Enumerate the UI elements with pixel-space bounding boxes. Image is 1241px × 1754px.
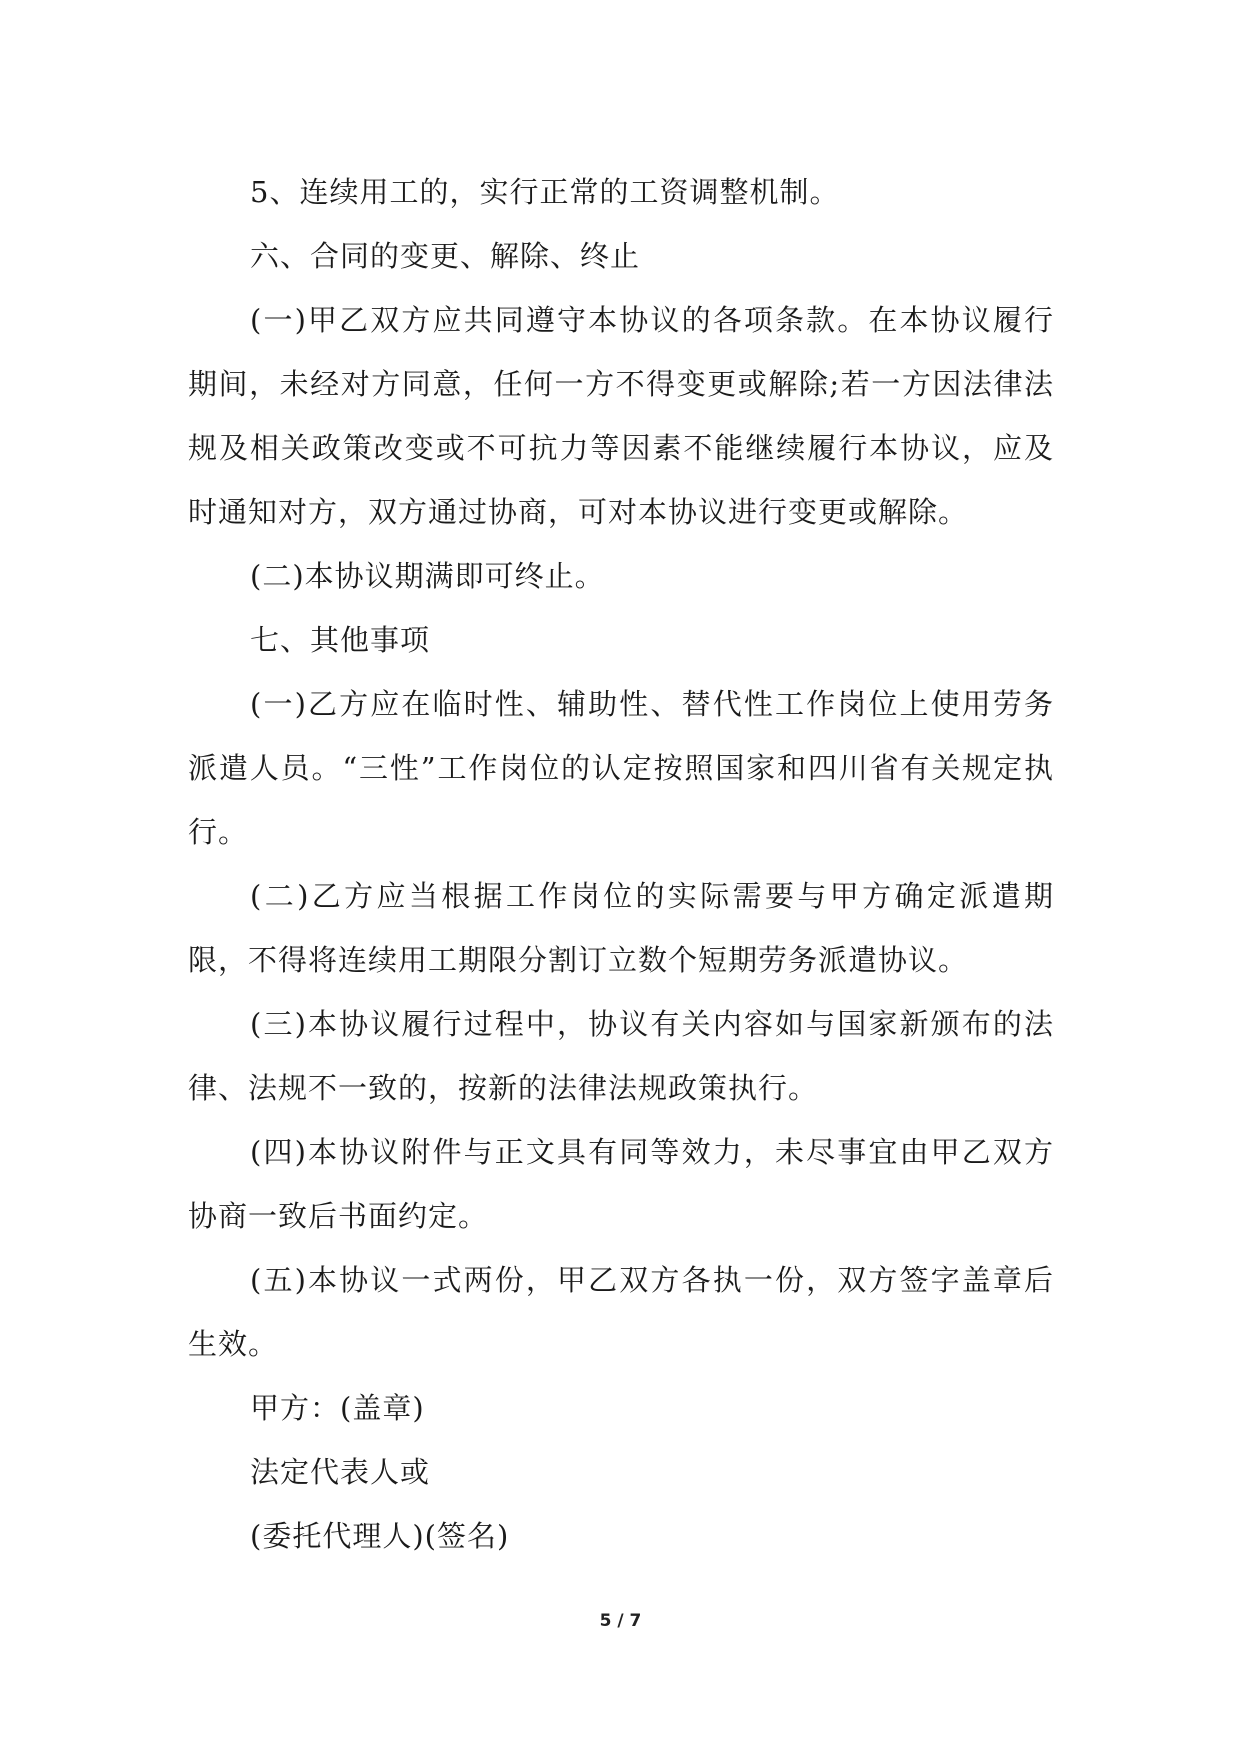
heading-other-matters: 七、其他事项 [250, 623, 431, 657]
authorized-agent-signature-line: (委托代理人)(签名) [250, 1519, 510, 1553]
legal-representative-line: 法定代表人或 [250, 1455, 431, 1489]
paragraph-clause-6-2: (二)本协议期满即可终止。 [250, 559, 605, 593]
party-a-seal-line: 甲方：(盖章) [250, 1391, 425, 1425]
document-body [188, 160, 1054, 1568]
paragraph-clause-7-4: (四)本协议附件与正文具有同等效力，未尽事宜由甲乙双方协商一致后书面约定。 [188, 1135, 1054, 1233]
paragraph-clause-7-5: (五)本协议一式两份，甲乙双方各执一份，双方签字盖章后生效。 [188, 1263, 1054, 1361]
paragraph-clause-6-1: (一)甲乙双方应共同遵守本协议的各项条款。在本协议履行期间，未经对方同意，任何一方不得变更或解除;若一方因法律法规及相关政策改变或不可抗力等因素不能继续履行本协议，应及时通知对方，双方通过协商，可对本协议进行变更或解除。 [188, 303, 1054, 529]
page-number: 5 / 7 [599, 1611, 642, 1631]
paragraph-clause-7-3: (三)本协议履行过程中，协议有关内容如与国家新颁布的法律、法规不一致的，按新的法律法规政策执行。 [188, 1007, 1054, 1105]
heading-contract-change: 六、合同的变更、解除、终止 [250, 239, 641, 273]
paragraph-wage-adjustment: 5、连续用工的，实行正常的工资调整机制。 [250, 175, 840, 209]
paragraph-clause-7-1: (一)乙方应在临时性、辅助性、替代性工作岗位上使用劳务派遣人员。“三性”工作岗位的认定按照国家和四川省有关规定执行。 [188, 687, 1054, 849]
paragraph-clause-7-2: (二)乙方应当根据工作岗位的实际需要与甲方确定派遣期限，不得将连续用工期限分割订立数个短期劳务派遣协议。 [188, 879, 1054, 977]
